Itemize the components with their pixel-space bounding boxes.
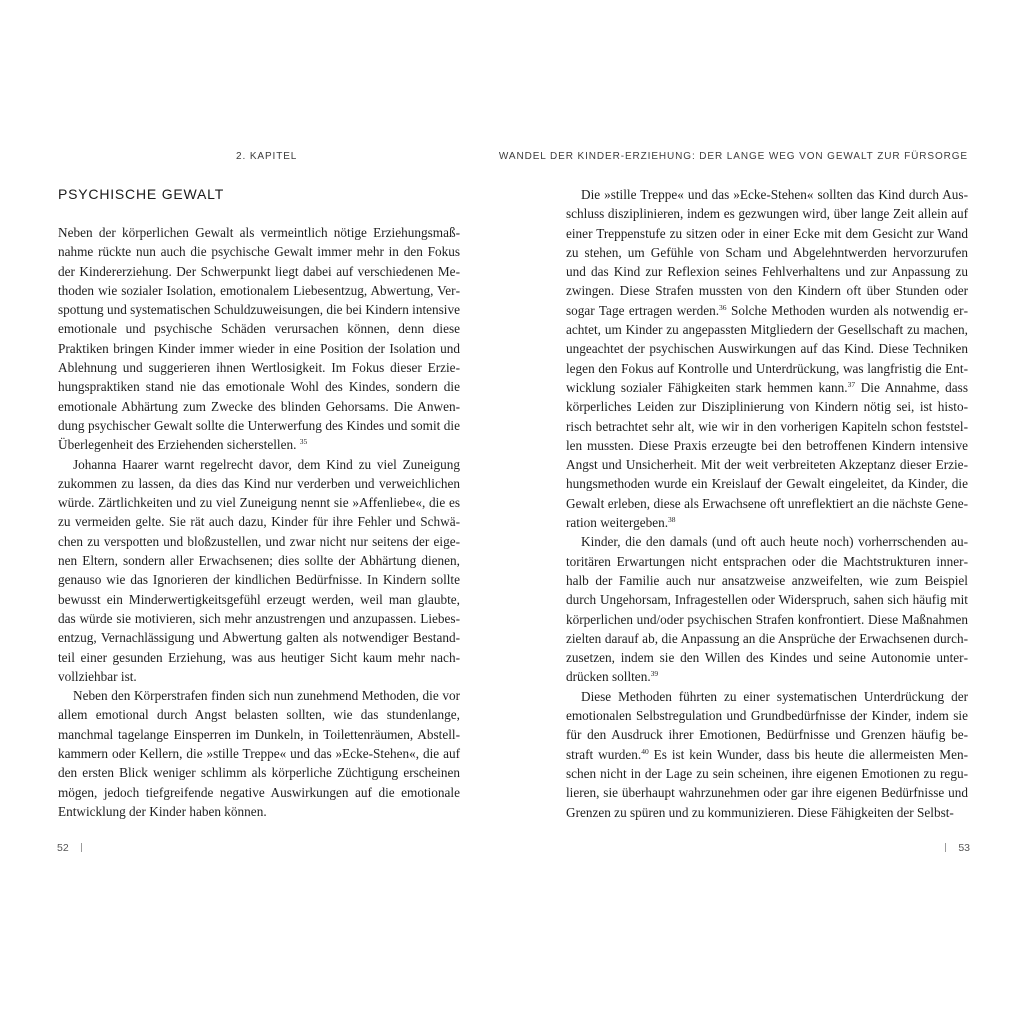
paragraph: Kinder, die den damals (und oft auch heute noch) vorherrschenden autoritären Erwartungen nicht entsprachen oder die Machtstrukturen innerhalb der Familie auch nur ansatzweise anzweifelten, wie zum Beispiel durch Ungehorsam, Infragestellen oder Widerspruch, sahen sich häufig mit körperlichen und/oder psychischen Strafen konfrontiert. Diese Maßnahmen zielten darauf ab, die Anpassung an die Ansprüche der Erwachsenen durchzusetzen, indem sie den Willen des Kindes und seine Autonomie unterdrücken sollten.$^{39}$ xyxy=(566,534,968,685)
footnote-ref[interactable]: 38 xyxy=(668,515,676,525)
page-number-left: 52 xyxy=(57,842,94,854)
paragraph: Johanna Haarer warnt regelrecht davor, dem Kind zu viel Zuneigung zukommen zu lassen, da dies das Kind nur verderben und verweichlichen würde. Zärtlichkeiten und zu viel Zuneigung nennt sie »Affenliebe«, die es zu vermeiden gelte. Sie rät auch dazu, Kinder für ihre Fehler und Schwächen zu verspotten und bloßzustellen, und zwar nicht nur seitens der eigenen Eltern, sondern aller Erwachsenen; dies sollte der Abhärtung dienen, genauso wie das Ignorieren der kindlichen Bedürfnisse. In Kindern sollte bewusst ein Minderwertigkeitsgefühl erzeugt werden, weil man glaubte, das würde sie motivieren, sich mehr anzustrengen und anzupassen. Liebesentzug, Vernachlässigung und Abwertung galten als notwendiger Bestandteil einer gesunden Erziehung, was aus heutiger Sicht kaum mehr nachvollziehbar ist. xyxy=(58,456,460,684)
paragraph: Neben den Körperstrafen finden sich nun zunehmend Methoden, die vor allem emotional durch Angst belasten sollten, wie das stundenlange, manchmal tagelange Einsperren im Dunkeln, in Toilettenräumen, Abstellkammern oder Kellern, die »stille Treppe« und das »Ecke-Stehen«, die auf den ersten Blick weniger schlimm als körperliche Züchtigung erscheinen mögen, jedoch tiefgreifende negative Auswirkungen auf die emotionale Entwicklung der Kinder haben können. xyxy=(58,688,460,819)
footnote-ref[interactable]: 40 xyxy=(641,746,649,756)
running-head-left: 2. KAPITEL xyxy=(236,151,298,162)
page-number-right: 53 xyxy=(933,842,970,854)
paragraph: Neben der körperlichen Gewalt als vermeintlich nötige Erziehungsmaßnahme rückte nun auch die psychische Gewalt immer mehr in den Fokus der Kindererziehung. Der Schwerpunkt liegt dabei auf verschiedenen Methoden wie sozialer Isolation, emotionalem Liebesentzug, Abwertung, Verspottung und systematischen Schuldzuweisungen, die bei Kindern intensive emotionale und psychische Schäden verursachen können, denn diese Praktiken bringen Kinder immer wieder in eine Position der Isolation und Ablehnung und suggerieren ihnen Wertlosigkeit. Im Fokus dieser Erziehungspraktiken stand nie das emotionale Wohl des Kindes, sondern die emotionale Abhärtung zum Zwecke des blinden Gehorsams. Die Anwendung psychischer Gewalt sollte die Unterwerfung des Kindes und somit die Überlegenheit des Erziehenden sicherstellen. $^{35}$ xyxy=(58,225,460,453)
running-head-right: WANDEL DER KINDER-ERZIEHUNG: DER LANGE WEG VON GEWALT ZUR FÜRSORGE xyxy=(498,151,968,162)
footnote-ref[interactable]: 37 xyxy=(847,379,856,389)
footnote-ref[interactable]: 39 xyxy=(650,669,659,679)
paragraph: Die »stille Treppe« und das »Ecke-Stehen« sollten das Kind durch Ausschluss disziplinieren, indem es gezwungen wird, über lange Zeit allein auf einer Treppenstufe zu sitzen oder in einer Ecke mit dem Gesicht zur Wand zu stehen, um Gefühle von Scham und Abgelehntwerden hervorzurufen und das Kind zur Reflexion seines Fehlverhaltens und zur Anpassung zu zwingen. Diese Strafen mussten von den Kindern oft über Stunden oder sogar Tage ertragen werden.$^{36}$ Solche Methoden wurden als notwendig erachtet, um Kinder zu angepassten Mitgliedern der Gesellschaft zu machen, ungeachtet der psychischen Auswirkungen auf das Kind. Diese Techniken legen den Fokus auf Kontrolle und Unterdrückung, was langfristig die Entwicklung sozialer Fähigkeiten stark hemmen kann.$^{37}$ Die Annahme, dass körperliches Leiden zur Disziplinierung von Kindern nötig sei, ist historisch betrachtet sehr alt, wie wir in den vorherigen Kapiteln schon feststellen mussten. Diese Praxis erzeugte bei den betroffenen Kindern intensive Angst und Unsicherheit. Mit der weit verbreiteten Akzeptanz dieser Erziehungsmethoden wurde ein Kreislauf der Gewalt eingeleitet, da Kinder, die Gewalt erleben, diese als Erwachsene oft unreflektiert an die nächste Generation weitergeben.$^{38}$ xyxy=(566,187,968,531)
right-body-text xyxy=(566,185,968,822)
paragraph: Diese Methoden führten zu einer systematischen Unterdrückung der emotionalen Selbstregulation und Grundbedürfnisse der Kinder, indem sie für den Ausdruck ihrer Emotionen, Bedürfnisse und Grenzen häufig bestraft wurden.$^{40}$ Es ist kein Wunder, dass bis heute die allermeisten Menschen nicht in der Lage zu sein scheinen, ihre eigenen Emotionen zu regulieren, sie überhaupt wahrzunehmen oder gar ihre eigenen Bedürfnisse und Grenzen zu spüren und zu kommunizieren. Diese Fähigkeiten der Selbst- xyxy=(566,688,968,820)
footnote-ref[interactable]: 36 xyxy=(719,302,727,312)
left-body-text xyxy=(58,223,460,821)
footnote-ref[interactable]: 35 xyxy=(299,437,308,447)
folio-separator xyxy=(81,843,82,852)
folio-separator xyxy=(945,843,946,852)
section-title: PSYCHISCHE GEWALT xyxy=(58,186,225,202)
right-page xyxy=(498,0,1024,1024)
